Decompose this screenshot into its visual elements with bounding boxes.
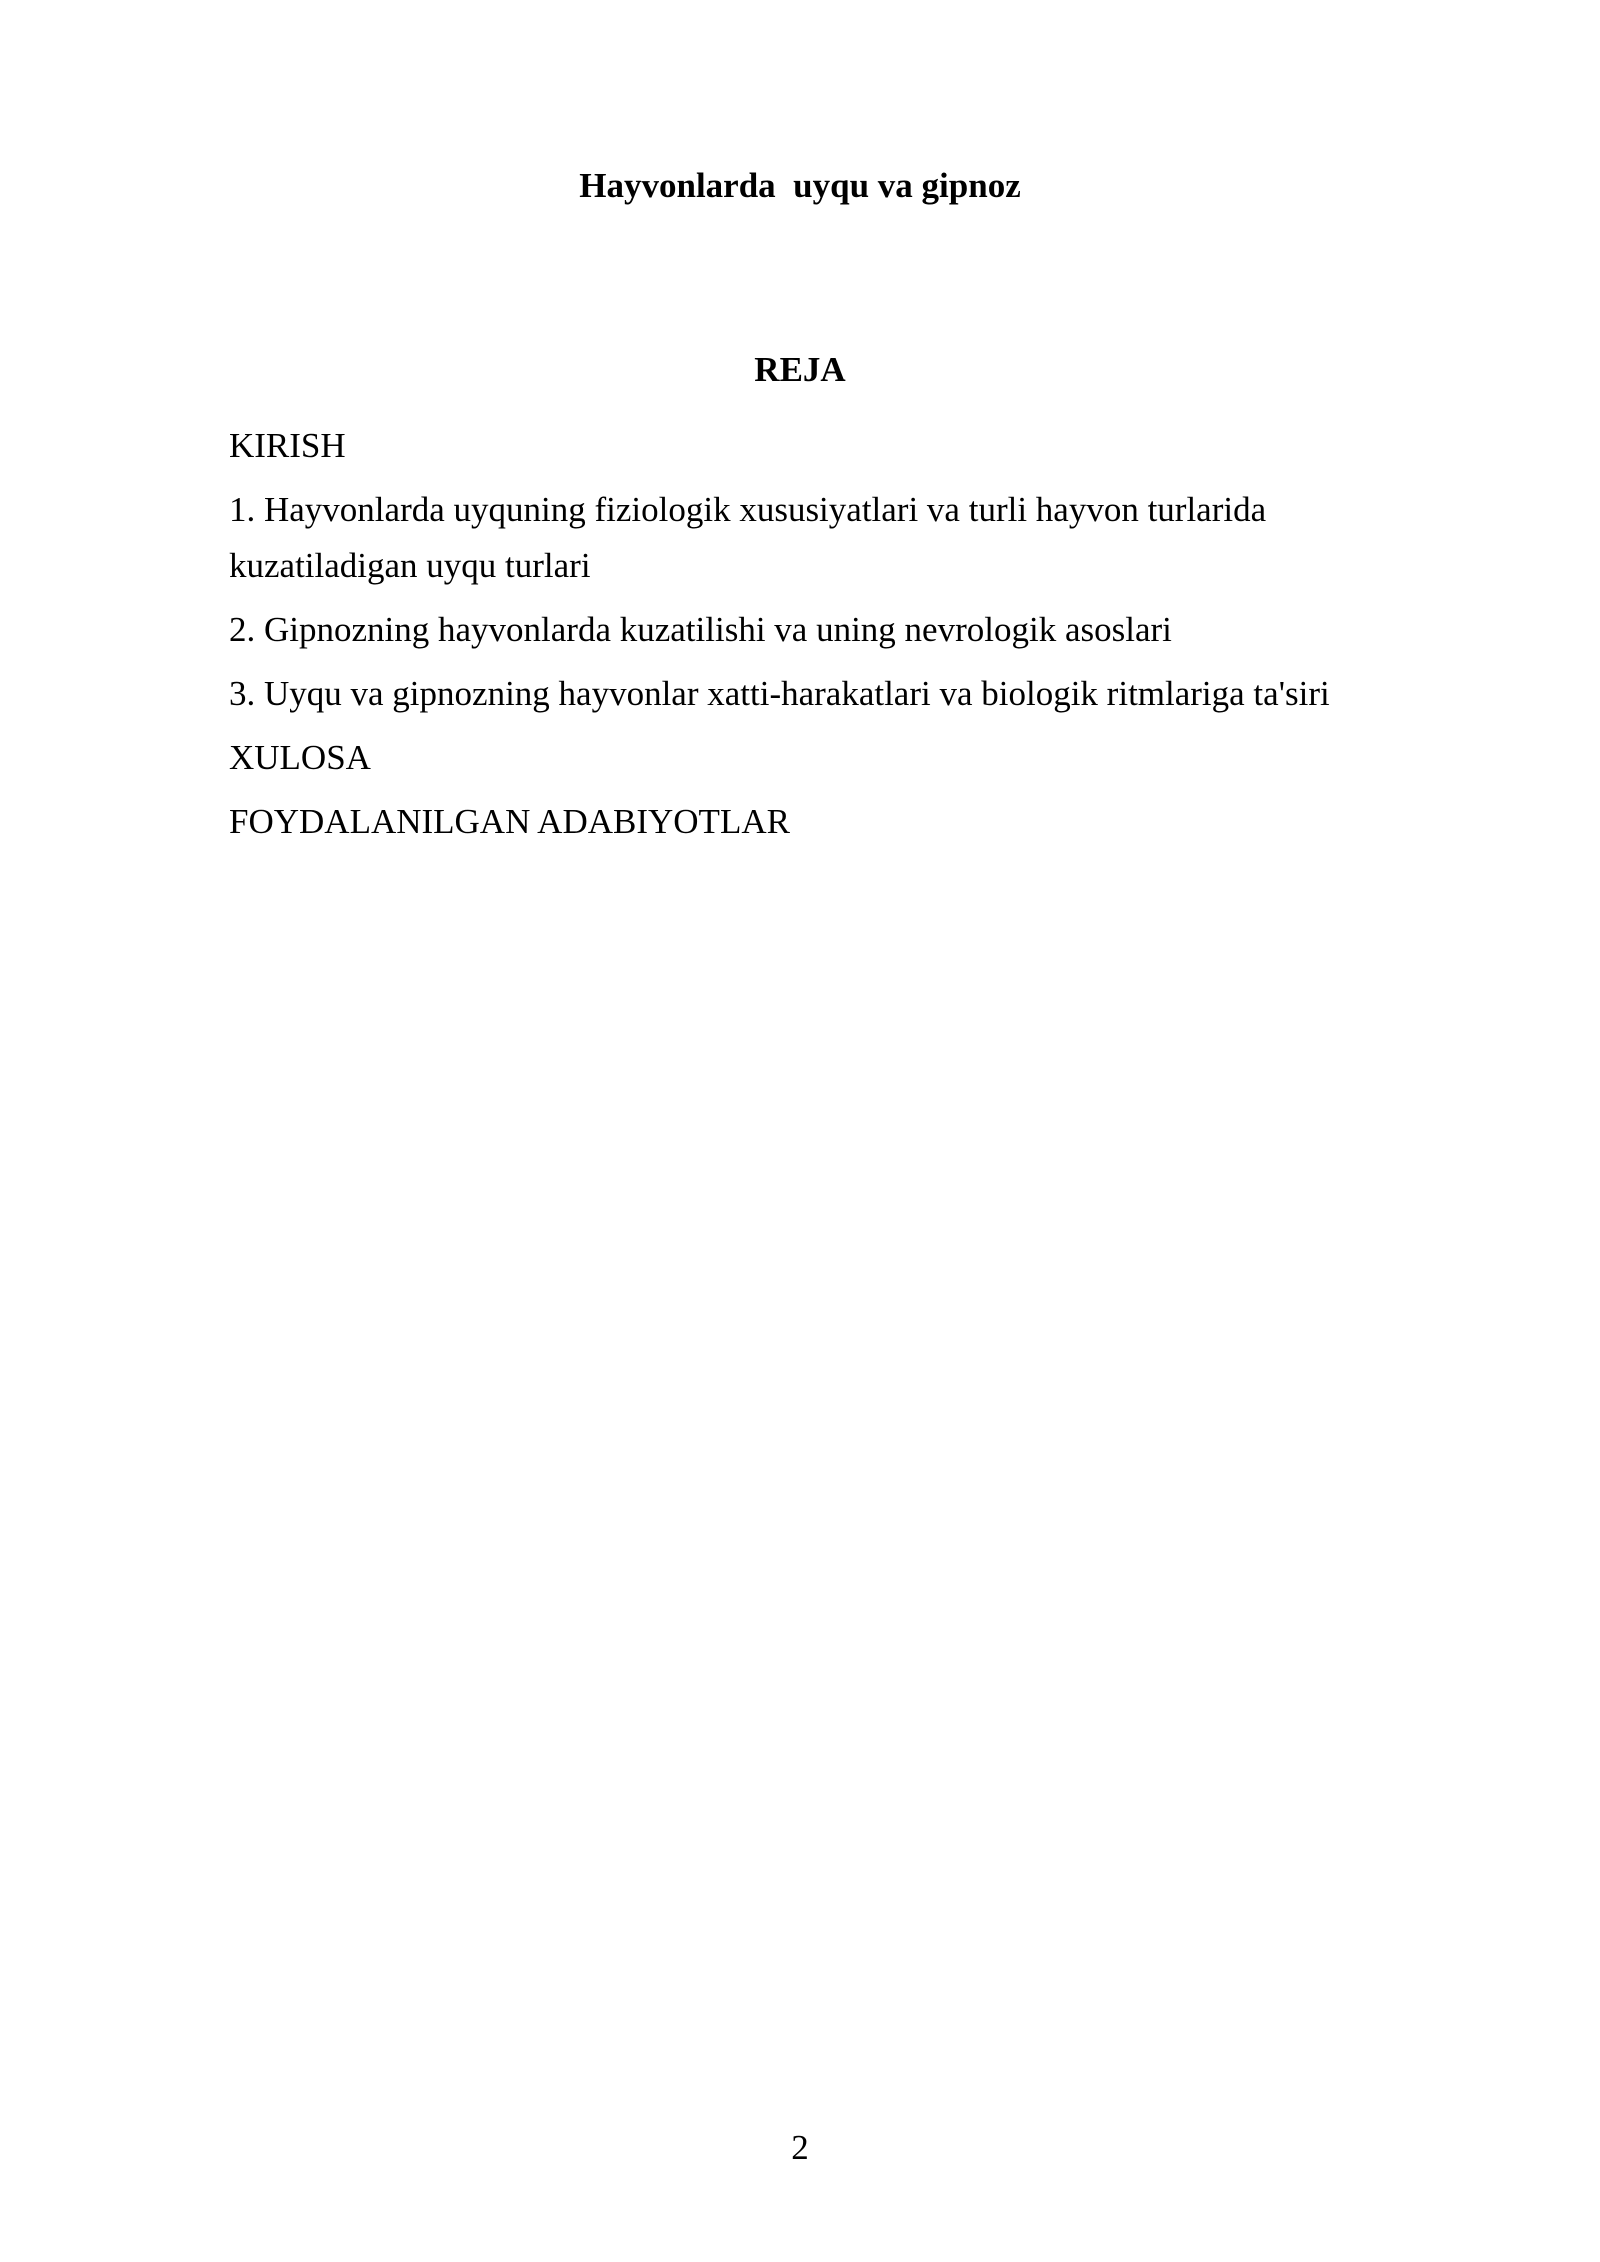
document-title: Hayvonlarda uyqu va gipnoz bbox=[579, 166, 1021, 205]
plan-list bbox=[229, 418, 1449, 858]
plan-item-2: 2. Gipnozning hayvonlarda kuzatilishi va uning nevrologik asoslari bbox=[229, 610, 1172, 649]
plan-item-conclusion: XULOSA bbox=[229, 738, 371, 777]
page-number: 2 bbox=[791, 2128, 809, 2167]
plan-item-1: 1. Hayvonlarda uyquning fiziologik xususiyatlari va turli hayvon turlarida kuzatiladigan uyqu turlari bbox=[229, 490, 1267, 585]
plan-item-3: 3. Uyqu va gipnozning hayvonlar xatti-harakatlari va biologik ritmlariga ta'siri bbox=[229, 674, 1330, 713]
plan-item-references: FOYDALANILGAN ADABIYOTLAR bbox=[229, 802, 790, 841]
plan-heading: REJA bbox=[754, 350, 846, 389]
plan-item-intro: KIRISH bbox=[229, 426, 346, 465]
